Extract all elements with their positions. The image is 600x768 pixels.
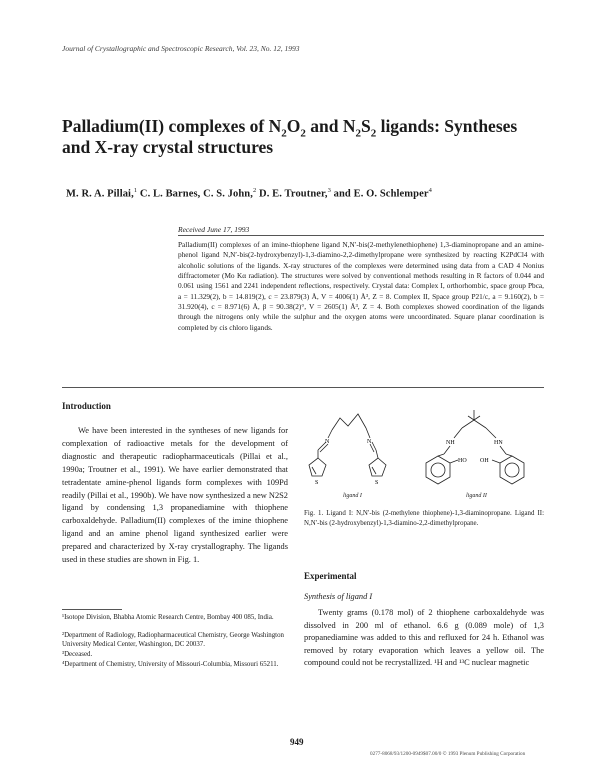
title-part: and N xyxy=(305,116,356,136)
title-part: ligands: Syntheses and X-ray crystal structures xyxy=(62,116,518,157)
copyright-line: 0277-8068/93/1200-0949$07.00/0 © 1993 Plenum Publishing Corporation xyxy=(370,751,526,757)
ligand-1-label: ligand I xyxy=(343,493,362,499)
atom-label: N xyxy=(367,439,372,445)
author-name: M. R. A. Pillai, xyxy=(66,188,134,200)
received-date: Received June 17, 1993 xyxy=(178,225,250,234)
title-subscript: 2 xyxy=(370,127,377,140)
title-part: S xyxy=(360,116,371,136)
experimental-heading: Experimental xyxy=(304,571,357,581)
footnote: ³Deceased. xyxy=(62,651,93,658)
author-name: D. E. Troutner, xyxy=(256,188,328,200)
atom-label: NH xyxy=(446,440,455,446)
footnote: ¹Isotope Division, Bhabha Atomic Research Centre, Bombay 400 085, India. xyxy=(62,614,274,621)
abstract-text: Palladium(II) complexes of an imine-thiophene ligand N,N′-bis(2-methylenethiophene) 1,3-diaminopropane and an amine-phenol ligand N,N′-bis(2-hydroxybenzyl)-1,3-diamino-2,2-dimethylpropane were synthesized by reacting K2PdCl4 with alcoholic solutions of the ligands. X-ray structures of the complexes were determined using data from a CAD 4 Nonius diffractometer (Mo Kα radiation). The structures were solved by conventional methods resulting in R factors of 0.044 and 0.061 using 1561 and 2241 independent reflections, respectively. Crystal data: Complex I, orthorhombic, space group Pbca, a = 11.329(2), b = 14.819(2), c = 23.879(3) Å, V = 4006(1) Å³, Z = 8. Complex II, Space group P21/c, a = 9.160(2), b = 31.920(4), c = 8.971(6) Å, β = 90.38(2)°, V = 2605(1) Å³, Z = 4. Both complexes showed coordination of the ligands through the nitrogens only while the sulphur and the oxygen atoms were uncoordinated. Square planar coordination is completed by cis chloro ligands. xyxy=(178,240,544,332)
ligand-2-structure xyxy=(426,410,524,484)
author-affiliation-mark: 3 xyxy=(327,187,331,194)
article-title xyxy=(62,116,542,158)
author-affiliation-mark: 1 xyxy=(133,187,138,194)
title-part: O xyxy=(286,116,301,136)
title-subscript: 2 xyxy=(281,127,287,140)
abstract-top-rule xyxy=(178,235,544,236)
ligand-1-structure xyxy=(309,414,386,476)
title-subscript: 2 xyxy=(355,127,361,140)
atom-label: HN xyxy=(494,440,503,446)
author-affiliation-mark: 4 xyxy=(428,187,432,194)
introduction-text: We have been interested in the syntheses of new ligands for complexation of radioactive metals for the development of diagnostic and therapeutic radiopharmaceuticals (Pillai et al., 1990a; Troutner et al., 1991). We have earlier demonstrated that tetradentate amine-phenol ligands form complexes with 109Pd readily (Pillai et al., 1990b). We have now synthesized a new N2S2 ligand by condensing 1,3 propanediamine with thiophene carboxaldehyde. Palladium(II) complexes of the imine thiophene ligand and an amine phenol ligand synthesized earlier were prepared and characterized by X-ray crystallography. The ligands used in these studies are shown in Fig. 1. xyxy=(62,426,288,565)
author-name: and E. O. Schlemper xyxy=(330,188,429,200)
title-subscript: 2 xyxy=(300,127,306,140)
synthesis-text: Twenty grams (0.178 mol) of 2 thiophene carboxaldehyde was dissolved in 200 ml of ethanol. 6.6 g (0.089 mole) of 1,3 propanediamine was added to this and refluxed for 24 h. Ethanol was removed by rotary evaporation which leaves a yellow oil. The compound could not be recrystallized. ¹H and ¹³C nuclear magnetic xyxy=(304,608,544,668)
author-list xyxy=(66,187,432,200)
ligand-structures-figure xyxy=(304,402,550,502)
atom-label: N xyxy=(325,439,330,445)
atom-label: HO xyxy=(458,458,467,464)
footnote-rule xyxy=(62,609,122,610)
footnote: ⁴Department of Chemistry, University of Missouri-Columbia, Missouri 65211. xyxy=(62,661,279,668)
author-name: C. L. Barnes, C. S. John, xyxy=(137,188,253,200)
page-number: 949 xyxy=(290,737,304,747)
author-affiliation-mark: 2 xyxy=(252,187,257,194)
journal-header: Journal of Crystallographic and Spectroscopic Research, Vol. 23, No. 12, 1993 xyxy=(62,44,300,53)
abstract-bottom-rule xyxy=(62,387,544,388)
footnote: ²Department of Radiology, Radiopharmaceutical Chemistry, George Washington University Medical Center, Washington, DC 20037. xyxy=(62,632,284,649)
introduction-heading: Introduction xyxy=(62,401,111,411)
ligand-2-label: ligand II xyxy=(466,493,487,499)
atom-label: OH xyxy=(480,458,489,464)
title-part: Palladium(II) complexes of N xyxy=(62,116,282,136)
atom-label: S xyxy=(375,480,379,486)
atom-label: S xyxy=(315,480,319,486)
figure-caption: Fig. 1. Ligand I: N,N′-bis (2-methylene thiophene)-1,3-diaminopropane. Ligand II: N,N′-bis (2-hydroxybenzyl)-1,3-diamino-2,2-dimethylpropane. xyxy=(304,510,544,527)
synthesis-subheading: Synthesis of ligand I xyxy=(304,592,373,601)
